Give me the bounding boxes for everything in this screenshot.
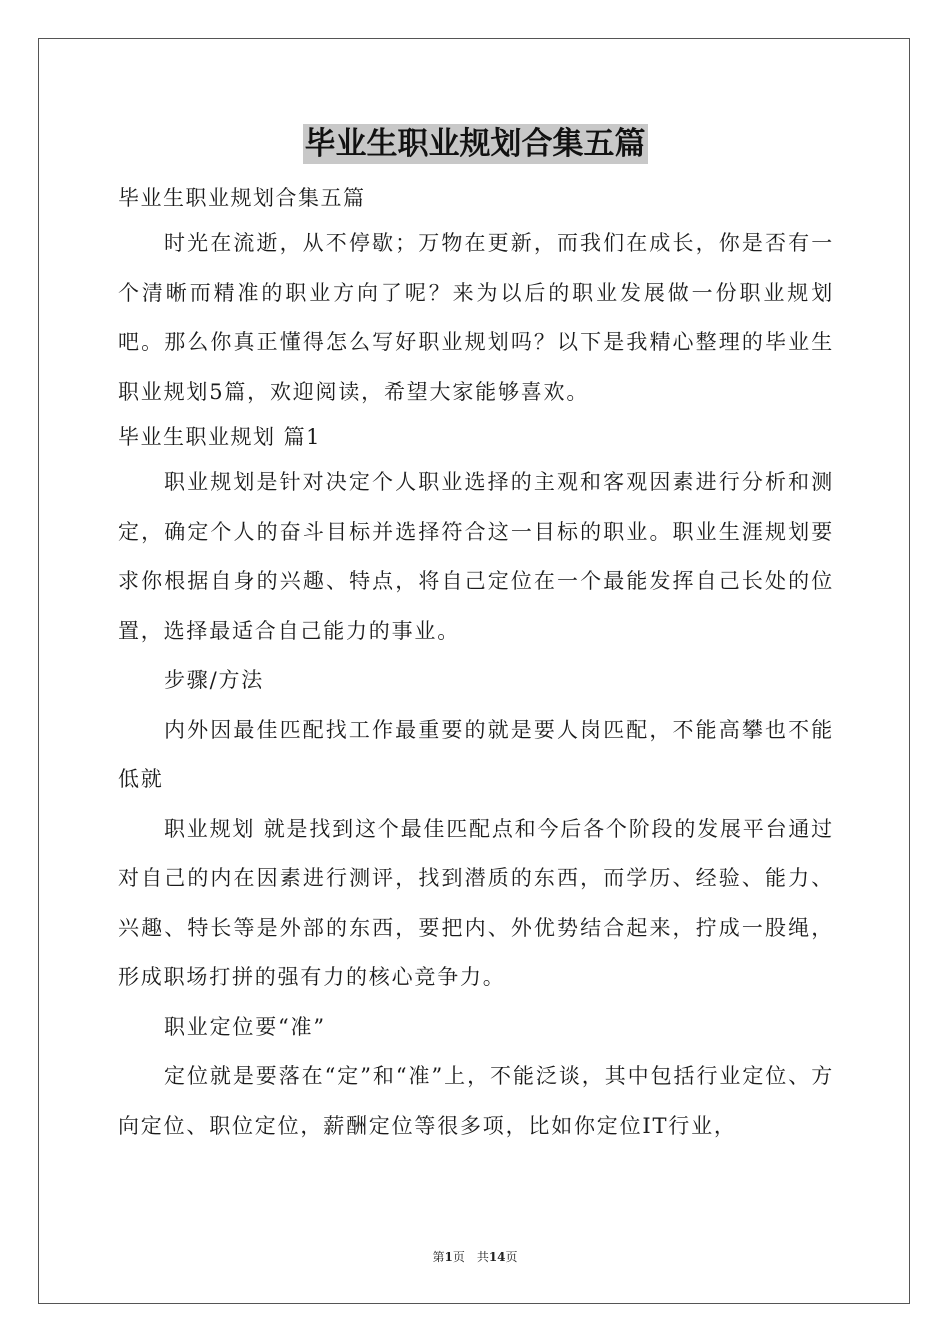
title-wrap [0,124,950,164]
footer-total-pages: 14 [488,1250,506,1264]
footer-suffix: 页 [505,1250,518,1264]
paragraph-4: 定位就是要落在“定”和“准”上，不能泛谈，其中包括行业定位、方向定位、职位定位，薪酬定位等很多项，比如你定位IT行业， [118,1064,834,1138]
intro-paragraph: 时光在流逝，从不停歇；万物在更新，而我们在成长，你是否有一个清晰而精准的职业方向了呢？来为以后的职业发展做一份职业规划吧。那么你真正懂得怎么写好职业规划吗？以下是我精心整理的毕业生职业规划5篇，欢迎阅读，希望大家能够喜欢。 [118,231,834,404]
subheading-positioning: 职业定位要“准” [164,1014,326,1039]
document-body [118,178,834,1151]
footer-current-page: 1 [444,1250,453,1264]
subtitle: 毕业生职业规划合集五篇 [118,186,366,210]
section-heading: 毕业生职业规划 篇1 [118,425,322,449]
footer-prefix: 第 [432,1250,445,1264]
document-title: 毕业生职业规划合集五篇 [304,126,646,162]
subheading-steps: 步骤/方法 [164,668,265,692]
footer-middle: 页 共 [452,1250,489,1264]
paragraph-2: 内外因最佳匹配找工作最重要的就是要人岗匹配，不能高攀也不能低就 [118,717,834,791]
page-footer [0,1248,950,1265]
paragraph-3: 职业规划 就是找到这个最佳匹配点和今后各个阶段的发展平台通过对自己的内在因素进行测评，找到潜质的东西，而学历、经验、能力、兴趣、特长等是外部的东西，要把内、外优势结合起来，拧成一股绳，形成职场打拼的强有力的核心竞争力。 [118,816,834,989]
paragraph-1: 职业规划是针对决定个人职业选择的主观和客观因素进行分析和测定，确定个人的奋斗目标并选择符合这一目标的职业。职业生涯规划要求你根据自身的兴趣、特点，将自己定位在一个最能发挥自己长处的位置，选择最适合自己能力的事业。 [118,470,834,643]
